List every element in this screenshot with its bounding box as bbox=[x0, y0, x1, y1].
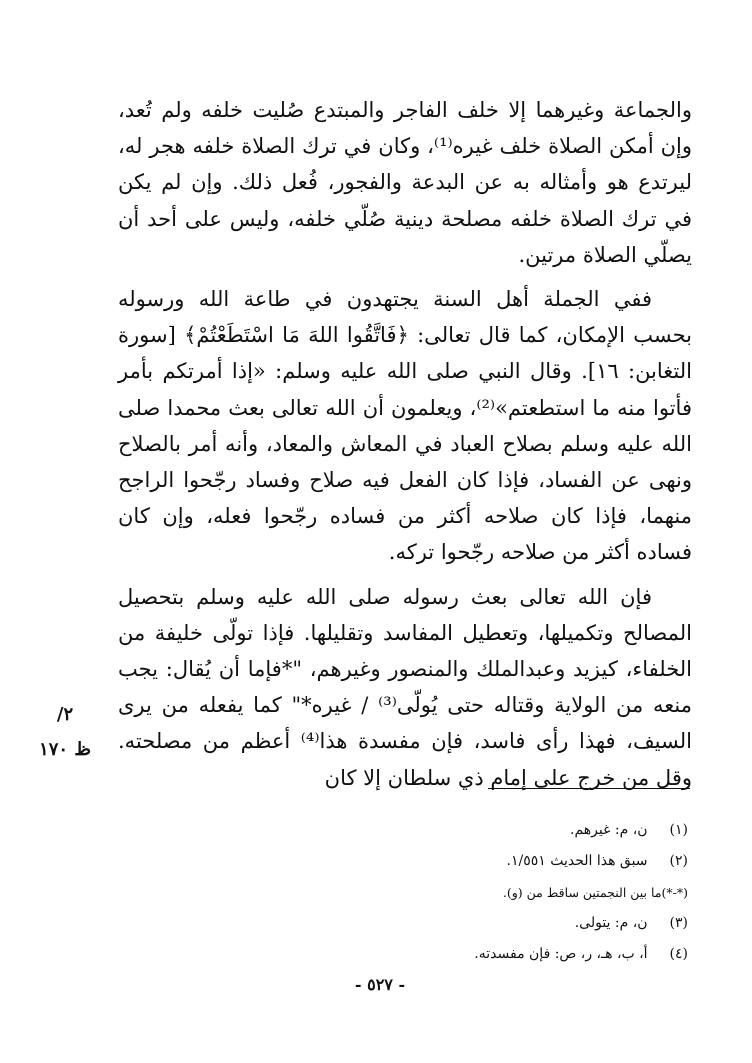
footnote-4 bbox=[300, 939, 688, 970]
footnotes bbox=[300, 815, 688, 970]
footnote-1 bbox=[300, 815, 688, 846]
footnote-separator bbox=[488, 788, 690, 789]
footnote-text: سبق هذا الحديث ١/٥٥١. bbox=[506, 853, 648, 869]
footnote-3 bbox=[300, 908, 688, 939]
footnote-number: (١) bbox=[669, 822, 688, 838]
margin-folio-marker: ظ ١٧٠ bbox=[39, 739, 91, 760]
page-number: - ٥٢٧ - bbox=[354, 975, 406, 994]
footnote-text: ن، م: غيرهم. bbox=[570, 822, 648, 838]
footnote-number: (٢) bbox=[669, 853, 688, 869]
footnote-text: ن، م: يتولى. bbox=[574, 915, 648, 931]
main-text bbox=[118, 92, 692, 796]
margin-volume-marker: ٢/ bbox=[56, 704, 74, 725]
paragraph-2: ففي الجملة أهل السنة يجتهدون في طاعة الله ورسوله بحسب الإمكان، كما قال تعالى: ﴿فَاتَّقُوا اللهَ مَا اسْتَطَعْتُمْ﴾ [سورة التغابن: ١٦]. وقال النبي صلى الله عليه وسلم: «إذا أمرتكم بأمر فأتوا منه ما استطعتم»⁽²⁾، ويعلمون أن الله تعالى بعث محمدا صلى الله عليه وسلم بصلاح العباد في المعاش والمعاد، وأنه أمر بالصلاح ونهى عن الفساد، فإذا كان الفعل فيه صلاح وفساد رجّحوا الراجح منهما، فإذا كان صلاحه أكثر من فساده رجّحوا فعله، وإن كان فساده أكثر من صلاحه رجّحوا تركه. bbox=[118, 287, 693, 565]
footnote-number: (٤) bbox=[669, 946, 688, 962]
paragraph-3: فإن الله تعالى بعث رسوله صلى الله عليه وسلم بتحصيل المصالح وتكميلها، وتعطيل المفاسد وتقليلها. فإذا تولّى خليفة من الخلفاء، كيزيد وعبدالملك والمنصور وغيرهم، "*فإما أن يُقال: يجب منعه من الولاية وقتاله حتى يُولّى⁽³⁾ / غيره*" كما يفعله من يرى السيف، فهذا رأى فاسد، فإن مفسدة هذا⁽⁴⁾ أعظم من مصلحته. وقل من خرج على إمام ذي سلطان إلا كان bbox=[118, 584, 692, 790]
footnote-2 bbox=[300, 846, 688, 877]
footnote-text: أ، ب، هـ، ر، ص: فإن مفسدته. bbox=[474, 946, 648, 962]
footnote-asterisk bbox=[300, 877, 688, 908]
footnote-text: (*-*)ما بين النجمتين ساقط من (و). bbox=[502, 885, 688, 900]
paragraph-1: والجماعة وغيرهما إلا خلف الفاجر والمبتدع صُليت خلفه ولم تُعد، وإن أمكن الصلاة خلف غيره⁽¹⁾، وكان في ترك الصلاة خلفه هجر له، ليرتدع هو وأمثاله به عن البدعة والفجور، فُعل ذلك. وإن لم يكن في ترك الصلاة خلفه مصلحة دينية صُلّي خلفه، وليس على أحد أن يصلّي الصلاة مرتين. bbox=[118, 98, 693, 267]
footnote-number: (٣) bbox=[669, 915, 688, 931]
